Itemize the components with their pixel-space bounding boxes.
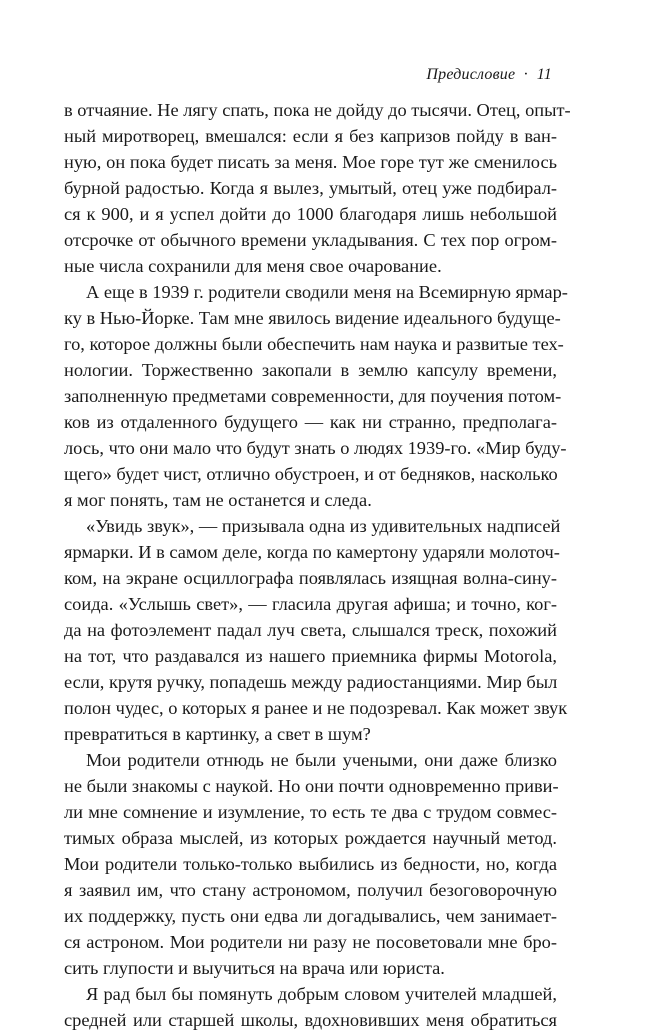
separator: · [523, 66, 529, 83]
text-line: ку в Нью-Йорке. Там мне явилось видение идеального будуще- [64, 308, 561, 328]
text-line: превратиться в картинку, а свет в шум? [64, 724, 371, 744]
text-line: ные числа сохранили для меня свое очарование. [64, 256, 442, 276]
text-line: ную, он пока будет писать за меня. Мое горе тут же сменилось [64, 152, 557, 172]
text-line: соида. «Услышь свет», — гласила другая афиша; и точно, ког- [64, 594, 557, 614]
text-line: ярмарки. И в самом деле, когда по камертону ударяли молоточ- [64, 542, 560, 562]
text-line: их поддержку, пусть они едва ли догадывались, чем занимает- [64, 906, 557, 926]
text-line: отсрочке от обычного времени укладывания. С тех пор огром- [64, 230, 557, 250]
text-line: средней или старшей школы, вдохновивших меня обратиться [64, 1010, 557, 1030]
text-line: ся астроном. Мои родители ни разу не посоветовали мне бро- [64, 932, 557, 952]
text-line: не были знакомы с наукой. Но они почти одновременно приви- [64, 776, 559, 796]
text-line: ков из отдаленного будущего — как ни странно, предполага- [64, 412, 557, 432]
text-line: «Увидь звук», — призывала одна из удивительных надписей [86, 516, 561, 536]
text-line: ный миротворец, вмешался: если я без капризов пойду в ван- [64, 126, 557, 146]
text-line: Я рад был бы помянуть добрым словом учителей младшей, [86, 984, 557, 1004]
text-line: сить глупости и выучиться на врача или юриста. [64, 958, 445, 978]
text-line: го, которое должны были обеспечить нам наука и развитые тех- [64, 334, 564, 354]
text-line: ли мне сомнение и изумление, то есть те два с трудом совмес- [64, 802, 557, 822]
text-line: тимых образа мыслей, из которых рождается научный метод. [64, 828, 557, 848]
text-line: ся к 900, и я успел дойти до 1000 благодаря лишь небольшой [64, 204, 557, 224]
text-line: заполненную предметами современности, для поучения потом- [64, 386, 562, 406]
text-line: если, крутя ручку, попадешь между радиостанциями. Мир был [64, 672, 558, 692]
text-line: полон чудес, о которых я ранее и не подозревал. Как может звук [64, 698, 568, 718]
text-line: я мог понять, там не останется и следа. [64, 490, 372, 510]
text-line: да на фотоэлемент падал луч света, слышался треск, похожий [64, 620, 557, 640]
text-line: я заявил им, что стану астрономом, получил безоговорочную [64, 880, 557, 900]
body-text [64, 97, 571, 1033]
chapter-title: Предисловие [426, 66, 516, 83]
running-head [426, 66, 552, 84]
text-line: нологии. Торжественно закопали в землю капсулу времени, [64, 360, 557, 380]
text-line: Мои родители только-только выбились из бедности, но, когда [64, 854, 557, 874]
text-line: Мои родители отнюдь не были учеными, они даже близко [86, 750, 557, 770]
text-line: бурной радостью. Когда я вылез, умытый, отец уже подбирал- [64, 178, 557, 198]
text-line: ком, на экране осциллографа появлялась изящная волна-сину- [64, 568, 557, 588]
text-line: в отчаяние. Не лягу спать, пока не дойду до тысячи. Отец, опыт- [64, 100, 571, 120]
text-line: А еще в 1939 г. родители сводили меня на Всемирную ярмар- [86, 282, 568, 302]
text-line: щего» будет чист, отлично обустроен, и от бедняков, насколько [64, 464, 558, 484]
text-line: лось, что они мало что будут знать о людях 1939-го. «Мир буду- [64, 438, 567, 458]
text-line: на тот, что раздавался из нашего приемника фирмы Motorola, [64, 646, 557, 666]
page-number: 11 [536, 66, 552, 83]
